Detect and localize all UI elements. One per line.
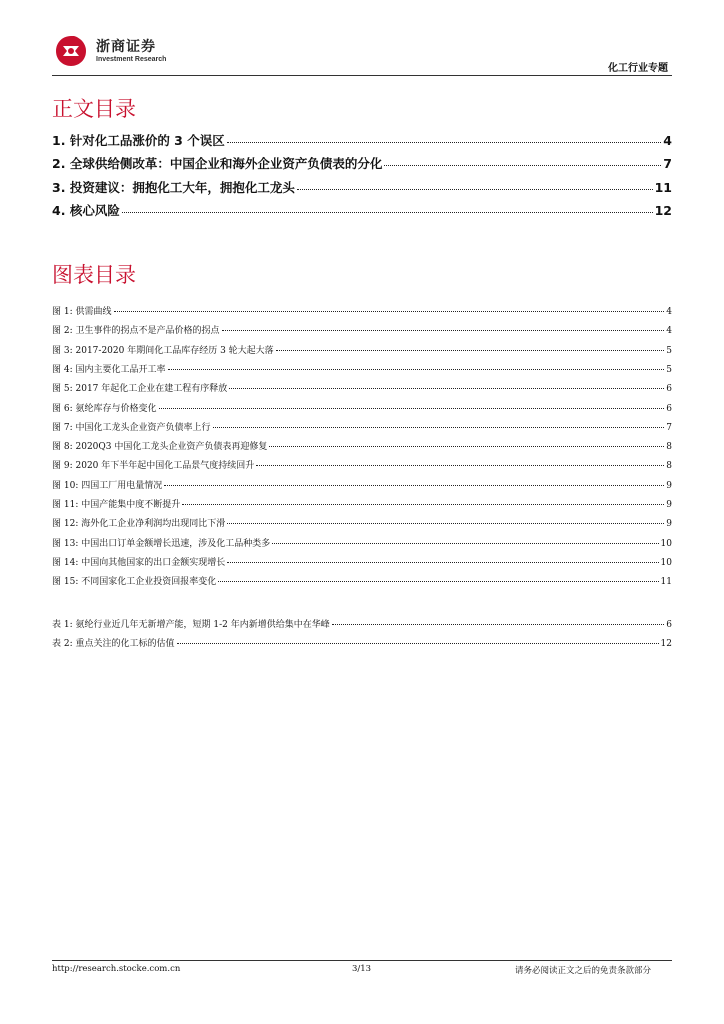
entry-page: 12 bbox=[660, 639, 672, 650]
entry-number: 图 4: bbox=[52, 364, 73, 375]
report-type: 化工行业专题 bbox=[608, 63, 668, 74]
entry-title: 国内主要化工品开工率 bbox=[75, 364, 166, 375]
toc-entry[interactable] bbox=[52, 178, 672, 196]
entry-title: 不同国家化工企业投资回报率变化 bbox=[81, 577, 217, 588]
entry-page: 5 bbox=[666, 345, 672, 356]
entry-number: 1. bbox=[52, 133, 66, 148]
entry-label bbox=[52, 478, 162, 491]
entry-label bbox=[52, 343, 274, 356]
entry-page: 5 bbox=[666, 364, 672, 375]
entry-title: 2017-2020 年期间化工品库存经历 3 轮大起大落 bbox=[75, 345, 274, 356]
entry-number: 表 2: bbox=[52, 639, 73, 650]
figure-entry[interactable] bbox=[52, 362, 672, 376]
entry-title: 海外化工企业净利润均出现同比下滑 bbox=[81, 519, 226, 530]
brand-name-en: Investment Research bbox=[96, 56, 167, 63]
dot-leader bbox=[256, 465, 664, 466]
toc-entry[interactable] bbox=[52, 201, 672, 219]
entry-label bbox=[52, 555, 225, 568]
toc-entry[interactable] bbox=[52, 131, 672, 149]
entry-number: 图 14: bbox=[52, 557, 79, 568]
entry-number: 图 12: bbox=[52, 519, 79, 530]
entry-title: 全球供给侧改革：中国企业和海外企业资产负债表的分化 bbox=[69, 156, 383, 172]
dot-leader bbox=[168, 369, 665, 370]
entry-title: 卫生事件的拐点不是产品价格的拐点 bbox=[75, 326, 220, 337]
entry-page: 10 bbox=[660, 538, 672, 549]
entry-label bbox=[52, 178, 295, 196]
figure-entry[interactable] bbox=[52, 574, 672, 588]
entry-number: 图 13: bbox=[52, 538, 79, 549]
dot-leader bbox=[122, 212, 653, 213]
entry-page: 11 bbox=[654, 179, 672, 195]
page-number: 3/13 bbox=[352, 964, 372, 974]
entry-title: 核心风险 bbox=[69, 202, 120, 218]
entry-label bbox=[52, 420, 211, 433]
figure-list-title: 图表目录 bbox=[52, 263, 136, 287]
entry-number: 图 7: bbox=[52, 422, 73, 433]
dot-leader bbox=[272, 543, 658, 544]
entry-title: 中国向其他国家的出口金额实现增长 bbox=[81, 557, 226, 568]
figure-entry[interactable] bbox=[52, 555, 672, 569]
entry-page: 8 bbox=[666, 461, 672, 472]
dot-leader bbox=[276, 350, 665, 351]
entry-number: 图 1: bbox=[52, 307, 73, 317]
entry-title: 氨纶库存与价格变化 bbox=[75, 403, 157, 414]
entry-number: 图 5: bbox=[52, 384, 73, 395]
entry-title: 中国出口订单金额增长迅速，涉及化工品种类多 bbox=[81, 538, 271, 549]
figure-entry[interactable] bbox=[52, 478, 672, 492]
dot-leader bbox=[114, 311, 665, 312]
entry-page: 8 bbox=[666, 442, 672, 453]
entry-page: 10 bbox=[660, 557, 672, 568]
entry-page: 9 bbox=[666, 519, 672, 530]
entry-number: 图 8: bbox=[52, 442, 73, 453]
figure-entry[interactable] bbox=[52, 439, 672, 453]
entry-page: 9 bbox=[666, 500, 672, 510]
toc-title: 正文目录 bbox=[52, 97, 136, 121]
entry-number: 图 11: bbox=[52, 500, 79, 510]
entry-label bbox=[52, 304, 112, 317]
entry-number: 图 2: bbox=[52, 326, 73, 337]
figure-entry[interactable] bbox=[52, 420, 672, 434]
entry-label bbox=[52, 401, 157, 414]
dot-leader bbox=[229, 388, 664, 389]
entry-label bbox=[52, 497, 180, 510]
entry-page: 6 bbox=[666, 403, 672, 414]
entry-page: 6 bbox=[666, 384, 672, 395]
brand-name-cn: 浙商证券 bbox=[96, 39, 156, 55]
dot-leader bbox=[177, 643, 659, 644]
entry-number: 表 1: bbox=[52, 620, 73, 630]
entry-title: 投资建议：拥抱化工大年，拥抱化工龙头 bbox=[69, 179, 295, 195]
entry-number: 图 10: bbox=[52, 480, 79, 491]
dot-leader bbox=[297, 189, 653, 190]
figure-entry[interactable] bbox=[52, 381, 672, 395]
entry-title: 针对化工品涨价的 3 个误区 bbox=[69, 133, 225, 148]
entry-title: 中国化工龙头企业资产负债率上行 bbox=[75, 422, 211, 433]
dot-leader bbox=[182, 504, 664, 505]
entry-label bbox=[52, 131, 225, 149]
header-divider bbox=[52, 75, 672, 76]
footer-disclaimer: 请务必阅读正文之后的免责条款部分 bbox=[515, 966, 652, 976]
entry-page: 9 bbox=[666, 480, 672, 491]
table-entry[interactable] bbox=[52, 636, 672, 650]
entry-title: 2020 年下半年起中国化工品景气度持续回升 bbox=[75, 461, 255, 472]
figure-entry[interactable] bbox=[52, 536, 672, 550]
figure-entry[interactable] bbox=[52, 401, 672, 415]
dot-leader bbox=[213, 427, 665, 428]
figure-entry[interactable] bbox=[52, 343, 672, 357]
page-header bbox=[52, 28, 672, 76]
figure-entry[interactable] bbox=[52, 304, 672, 318]
figure-entry[interactable] bbox=[52, 497, 672, 511]
figure-entry[interactable] bbox=[52, 458, 672, 472]
entry-number: 2. bbox=[52, 156, 66, 172]
entry-label bbox=[52, 154, 382, 172]
entry-title: 供需曲线 bbox=[75, 307, 112, 317]
toc-entry[interactable] bbox=[52, 154, 672, 172]
entry-page: 4 bbox=[666, 326, 672, 337]
entry-page: 12 bbox=[654, 202, 672, 218]
entry-page: 7 bbox=[666, 422, 672, 433]
dot-leader bbox=[332, 624, 665, 625]
entry-label bbox=[52, 574, 216, 587]
entry-label bbox=[52, 439, 267, 452]
entry-label bbox=[52, 636, 175, 649]
figure-entry[interactable] bbox=[52, 323, 672, 337]
entry-title: 中国产能集中度不断提升 bbox=[81, 500, 181, 510]
entry-title: 重点关注的化工标的估值 bbox=[75, 639, 175, 650]
dot-leader bbox=[227, 562, 658, 563]
table-entry[interactable] bbox=[52, 617, 672, 631]
dot-leader bbox=[218, 581, 658, 582]
dot-leader bbox=[227, 523, 664, 524]
entry-number: 图 15: bbox=[52, 577, 79, 588]
figure-entry[interactable] bbox=[52, 516, 672, 530]
dot-leader bbox=[164, 485, 664, 486]
entry-label bbox=[52, 516, 225, 529]
footer-divider bbox=[52, 960, 672, 961]
dot-leader bbox=[269, 446, 664, 447]
footer-url[interactable]: http://research.stocke.com.cn bbox=[52, 964, 181, 974]
entry-number: 4. bbox=[52, 202, 66, 218]
entry-label bbox=[52, 201, 120, 219]
entry-number: 图 3: bbox=[52, 345, 73, 356]
entry-page: 7 bbox=[663, 156, 672, 172]
brand-logo-icon bbox=[54, 34, 88, 68]
entry-title: 四国工厂用电量情况 bbox=[81, 480, 163, 491]
entry-number: 3. bbox=[52, 179, 66, 195]
entry-number: 图 6: bbox=[52, 403, 73, 414]
entry-title: 氨纶行业近几年无新增产能，短期 1-2 年内新增供给集中在华峰 bbox=[75, 620, 330, 630]
entry-label bbox=[52, 458, 254, 471]
entry-label bbox=[52, 536, 270, 549]
dot-leader bbox=[384, 165, 661, 166]
entry-label bbox=[52, 381, 227, 394]
entry-number: 图 9: bbox=[52, 461, 73, 472]
entry-page: 11 bbox=[660, 577, 672, 588]
entry-label bbox=[52, 362, 166, 375]
entry-page: 4 bbox=[666, 307, 672, 317]
dot-leader bbox=[159, 408, 665, 409]
dot-leader bbox=[222, 330, 665, 331]
entry-page: 6 bbox=[666, 620, 672, 630]
entry-title: 2020Q3 中国化工龙头企业资产负债表再迎修复 bbox=[75, 442, 268, 453]
entry-page: 4 bbox=[663, 133, 672, 148]
entry-label bbox=[52, 617, 330, 630]
dot-leader bbox=[227, 142, 662, 143]
entry-label bbox=[52, 323, 220, 336]
entry-title: 2017 年起化工企业在建工程有序释放 bbox=[75, 384, 228, 395]
